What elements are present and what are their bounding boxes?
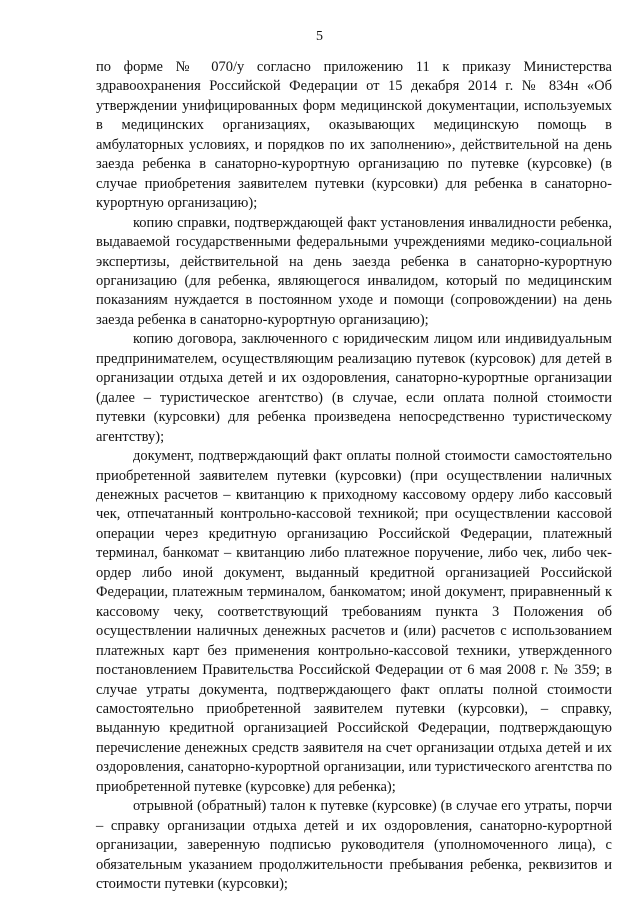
paragraph-voucher-stub: отрывной (обратный) талон к путевке (курсовке) (в случае его утраты, порчи – справку организации отдыха детей и их оздоровления, санаторно-курортной организации, заверенную подписью руководителя (уполномоченного лица), с обязательным указанием продолжительности пребывания ребенка, реквизитов и стоимости путевки (курсовки); — [96, 798, 612, 893]
document-body — [96, 58, 612, 894]
paragraph-disability-certificate: копию справки, подтверждающей факт установления инвалидности ребенка, выдаваемой государственными федеральными учреждениями медико-социальной экспертизы, действительной на день заезда ребенка в санаторно-курортную организацию (для ребенка, являющегося инвалидом, который по медицинским показаниям нуждается в постоянном уходе и помощи (сопровождении) на день заезда ребенка в санаторно-курортную организацию); — [96, 214, 612, 328]
paragraph-medical-certificate-continuation: по форме № 070/у согласно приложению 11 к приказу Министерства здравоохранения Российской Федерации от 15 декабря 2014 г. № 834н «Об утверждении унифицированных форм медицинской документации, используемых в медицинских организациях, оказывающих медицинскую помощь в амбулаторных условиях, и порядков по их заполнению», действительной на день заезда ребенка в санаторно-курортную организацию по путевке (курсовке) (в случае приобретения заявителем путевки (курсовки) для ребенка в санаторно-курортную организацию); — [96, 59, 612, 212]
paragraph-travel-agency-contract: копию договора, заключенного с юридическим лицом или индивидуальным предпринимателем, осуществляющим реализацию путевок (курсовок) для детей в организации отдыха детей и их оздоровления, санаторно-курортные организации (далее – туристическое агентство) (в случае, если оплата полной стоимости путевки (курсовки) для ребенка произведена непосредственно туристическому агентству); — [96, 331, 612, 445]
page-number: 5 — [316, 29, 323, 44]
paragraph-payment-document: документ, подтверждающий факт оплаты полной стоимости самостоятельно приобретенной заявителем путевки (курсовки) (при осуществлении наличных денежных расчетов – квитанцию к приходному кассовому ордеру либо кассовый чек, отпечатанный контрольно-кассовой техникой; при осуществлении кассовой операции через кредитную организацию Российской Федерации, платежный терминал, банкомат – квитанцию либо платежное поручение, либо чек, либо чек-ордер либо иной документ, выданный кредитной организацией Российской Федерации, платежным терминалом, банкоматом; иной документ, приравненный к кассовому чеку, соответствующий требованиям пункта 3 Положения об осуществлении наличных денежных расчетов и (или) расчетов с использованием платежных карт без применения контрольно-кассовой техники, утвержденного постановлением Правительства Российской Федерации от 6 мая 2008 г. № 359; в случае утраты документа, подтверждающего факт оплаты полной стоимости самостоятельно приобретенной заявителем путевки (курсовки), – справку, выданную кредитной организацией Российской Федерации, подтверждающую перечисление денежных средств заявителя на счет организации отдыха детей и их оздоровления, санаторно-курортной организации, или туристического агентства по приобретенной путевке (курсовке) для ребенка); — [96, 448, 612, 795]
